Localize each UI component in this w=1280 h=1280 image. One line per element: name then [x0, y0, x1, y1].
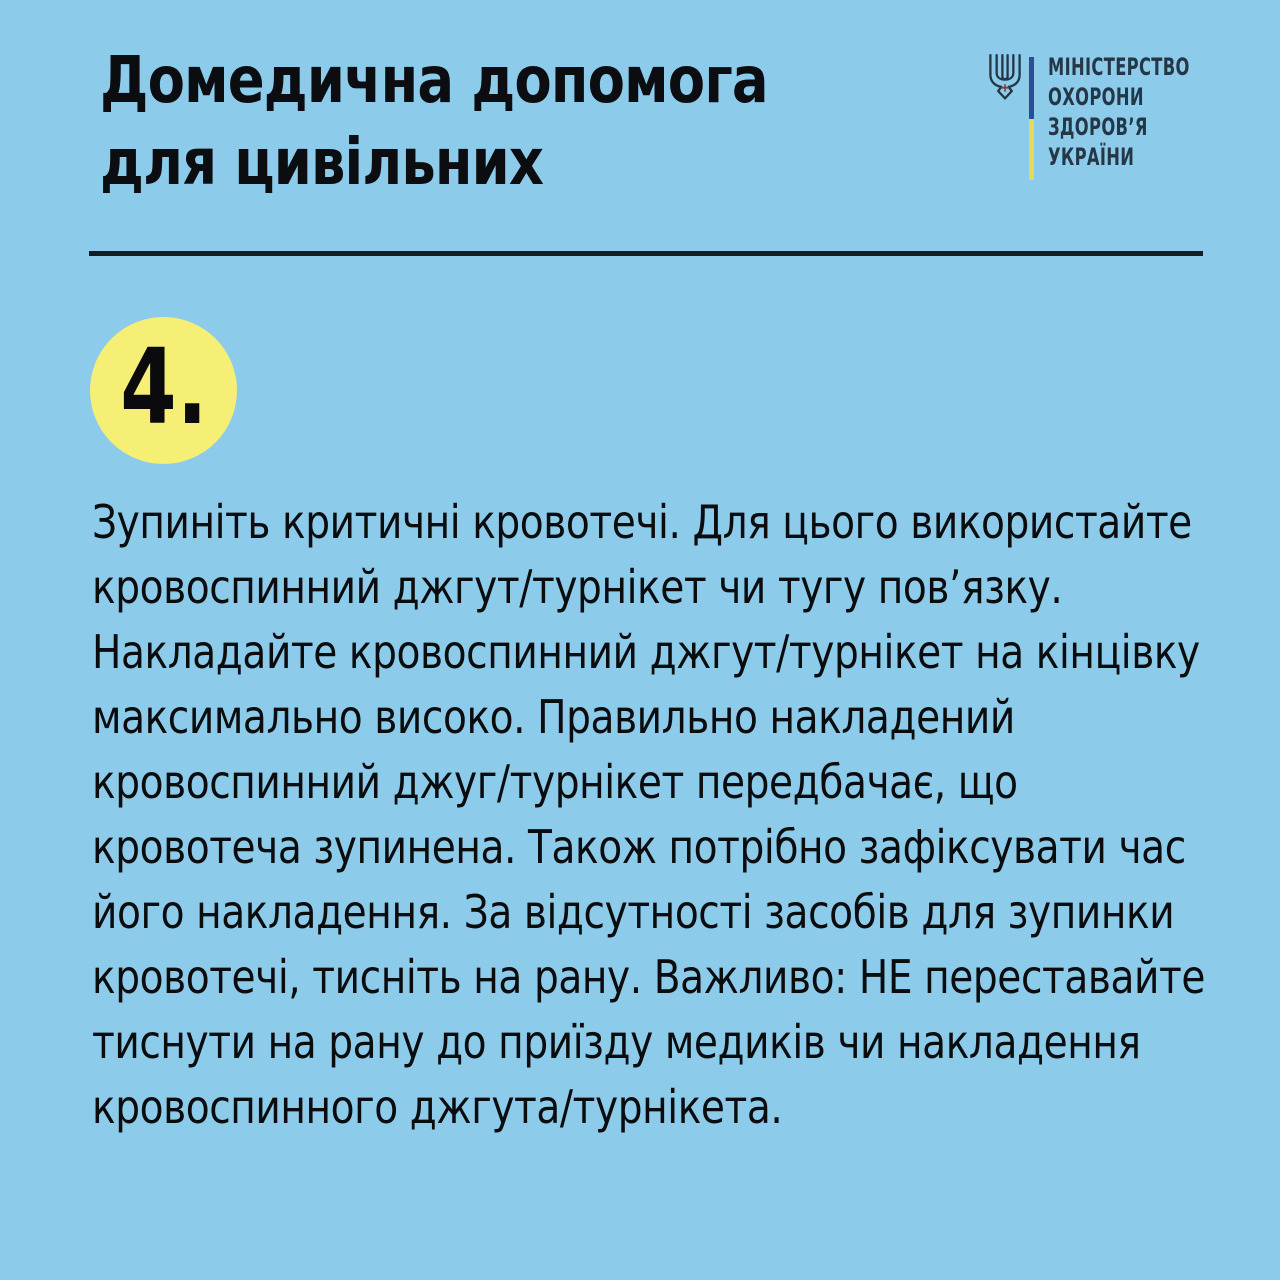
- instruction-line: його накладення. За відсутності засобів для зупинки: [92, 885, 1175, 939]
- page-title: [100, 40, 886, 204]
- ministry-text-line-4: УКРАЇНИ: [1048, 143, 1135, 171]
- ministry-text-line-2: ОХОРОНИ: [1048, 83, 1144, 111]
- ministry-text-line-1: МІНІСТЕРСТВО: [1048, 53, 1190, 81]
- instruction-line: Накладайте кровоспинний джгут/турнікет на кінцівку: [92, 625, 1200, 679]
- instruction-text: [92, 490, 1206, 1140]
- ministry-logo: [985, 52, 1200, 182]
- instruction-line: кровоспинний джуг/турнікет передбачає, що: [92, 755, 1018, 809]
- instruction-line: кровоспинний джгут/турнікет чи тугу пов’язку.: [92, 560, 1063, 614]
- page-title-line-1: Домедична допомога: [100, 44, 768, 118]
- instruction-line: тиснути на рану до приїзду медиків чи накладення: [92, 1015, 1141, 1069]
- instruction-line: кровоспинного джгута/турнікета.: [92, 1080, 783, 1134]
- instruction-line: кровотеча зупинена. Також потрібно зафіксувати час: [92, 820, 1186, 874]
- flag-bar-blue: [1029, 57, 1034, 119]
- instruction-line: максимально високо. Правильно накладений: [92, 690, 1015, 744]
- flag-bar-yellow: [1029, 119, 1034, 181]
- header-divider: [89, 251, 1203, 256]
- ministry-logo-text: [1048, 52, 1256, 172]
- step-number: 4.: [119, 325, 208, 448]
- instruction-line: Зупиніть критичні кровотечі. Для цього використайте: [92, 495, 1192, 549]
- tryzub-trident-icon: [985, 53, 1025, 101]
- flag-color-bar: [1029, 57, 1034, 180]
- step-number-badge: [90, 317, 237, 464]
- instruction-line: кровотечі, тисніть на рану. Важливо: НЕ переставайте: [92, 950, 1206, 1004]
- page-title-line-2: для цивільних: [100, 126, 544, 200]
- ministry-text-line-3: ЗДОРОВ’Я: [1048, 113, 1148, 141]
